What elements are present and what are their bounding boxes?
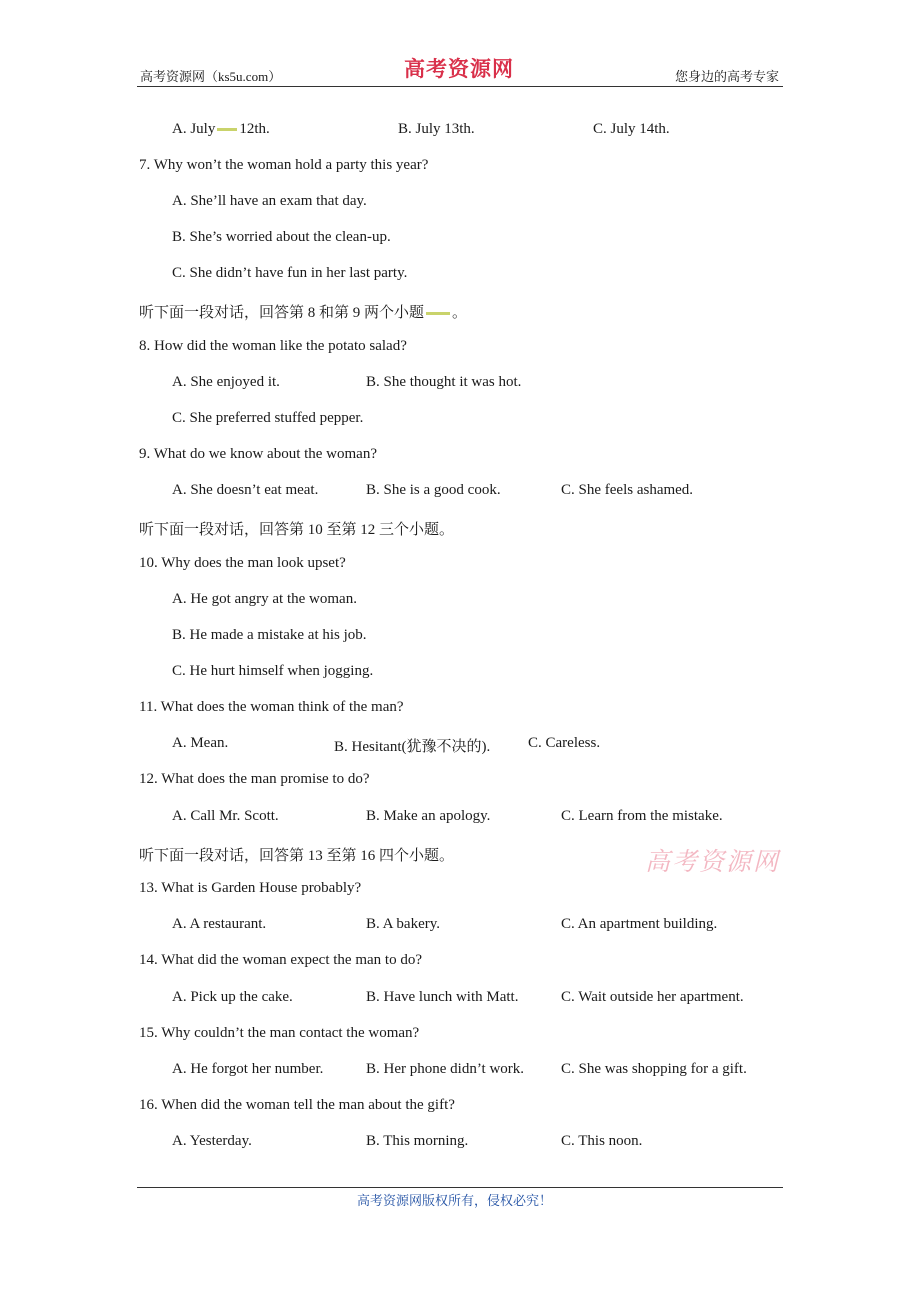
q7-option-c: C. She didn’t have fun in her last party. [172,265,408,281]
q15-option-a: A. He forgot her number. [172,1061,324,1077]
q14-option-b: B. Have lunch with Matt. [366,989,519,1005]
highlight-mark [217,128,237,131]
q6-option-a-prefix: A. July [172,121,216,137]
q14-option-a: A. Pick up the cake. [172,989,293,1005]
q14-option-c: C. Wait outside her apartment. [561,989,744,1005]
q16-option-c: C. This noon. [561,1133,643,1149]
q15-option-b: B. Her phone didn’t work. [366,1061,525,1077]
site-logo: 高考资源网 [404,56,514,81]
header-site-name: 高考资源网（ks5u.com） [140,69,282,84]
instruction-8-9-text: 听下面一段对话，回答第 8 和第 9 两个小题 [139,305,425,321]
q8-option-c: C. She preferred stuffed pepper. [172,410,364,426]
q8-question: 8. How did the woman like the potato salad? [139,338,407,354]
q10-option-c: C. He hurt himself when jogging. [172,663,374,679]
q9-question: 9. What do we know about the woman? [139,446,378,462]
q16-option-b: B. This morning. [366,1133,469,1149]
instruction-8-9-end: 。 [452,305,468,321]
q16-option-a: A. Yesterday. [172,1133,252,1149]
header-slogan: 您身边的高考专家 [675,69,780,84]
q12-question: 12. What does the man promise to do? [139,771,370,787]
q7-option-b: B. She’s worried about the clean-up. [172,229,391,245]
q12-option-b: B. Make an apology. [366,808,491,824]
q11-option-a: A. Mean. [172,735,229,751]
q7-question: 7. Why won’t the woman hold a party this year? [139,157,429,173]
q6-option-a [172,121,270,138]
q14-question: 14. What did the woman expect the man to do? [139,952,422,968]
q6-option-c: C. July 14th. [593,121,670,137]
q15-option-c: C. She was shopping for a gift. [561,1061,747,1077]
q11-option-b: B. Hesitant(犹豫不决的). [334,739,491,755]
q11-option-c: C. Careless. [528,735,601,751]
instruction-13-16: 听下面一段对话，回答第 13 至第 16 四个小题。 [139,848,455,864]
q10-option-a: A. He got angry at the woman. [172,591,357,607]
q16-question: 16. When did the woman tell the man about the gift? [139,1097,455,1113]
q9-option-c: C. She feels ashamed. [561,482,694,498]
q9-option-b: B. She is a good cook. [366,482,501,498]
q8-option-b: B. She thought it was hot. [366,374,522,390]
highlight-mark [426,312,450,315]
q10-question: 10. Why does the man look upset? [139,555,346,571]
q13-option-a: A. A restaurant. [172,916,267,932]
footer-divider [137,1187,783,1188]
q11-question: 11. What does the woman think of the man? [139,699,404,715]
q8-option-a: A. She enjoyed it. [172,374,280,390]
q13-option-c: C. An apartment building. [561,916,718,932]
q6-option-a-suffix: 12th. [239,121,270,137]
q12-option-c: C. Learn from the mistake. [561,808,723,824]
q7-option-a: A. She’ll have an exam that day. [172,193,367,209]
footer-copyright: 高考资源网版权所有，侵权必究！ [357,1193,553,1208]
q15-question: 15. Why couldn’t the man contact the woman? [139,1025,420,1041]
q13-question: 13. What is Garden House probably? [139,880,362,896]
header-divider [137,86,783,87]
q10-option-b: B. He made a mistake at his job. [172,627,367,643]
instruction-8-9 [139,301,467,322]
q6-option-b: B. July 13th. [398,121,475,137]
q12-option-a: A. Call Mr. Scott. [172,808,279,824]
q13-option-b: B. A bakery. [366,916,441,932]
watermark: 高考资源网 [645,847,781,876]
instruction-10-12: 听下面一段对话，回答第 10 至第 12 三个小题。 [139,522,455,538]
q9-option-a: A. She doesn’t eat meat. [172,482,319,498]
